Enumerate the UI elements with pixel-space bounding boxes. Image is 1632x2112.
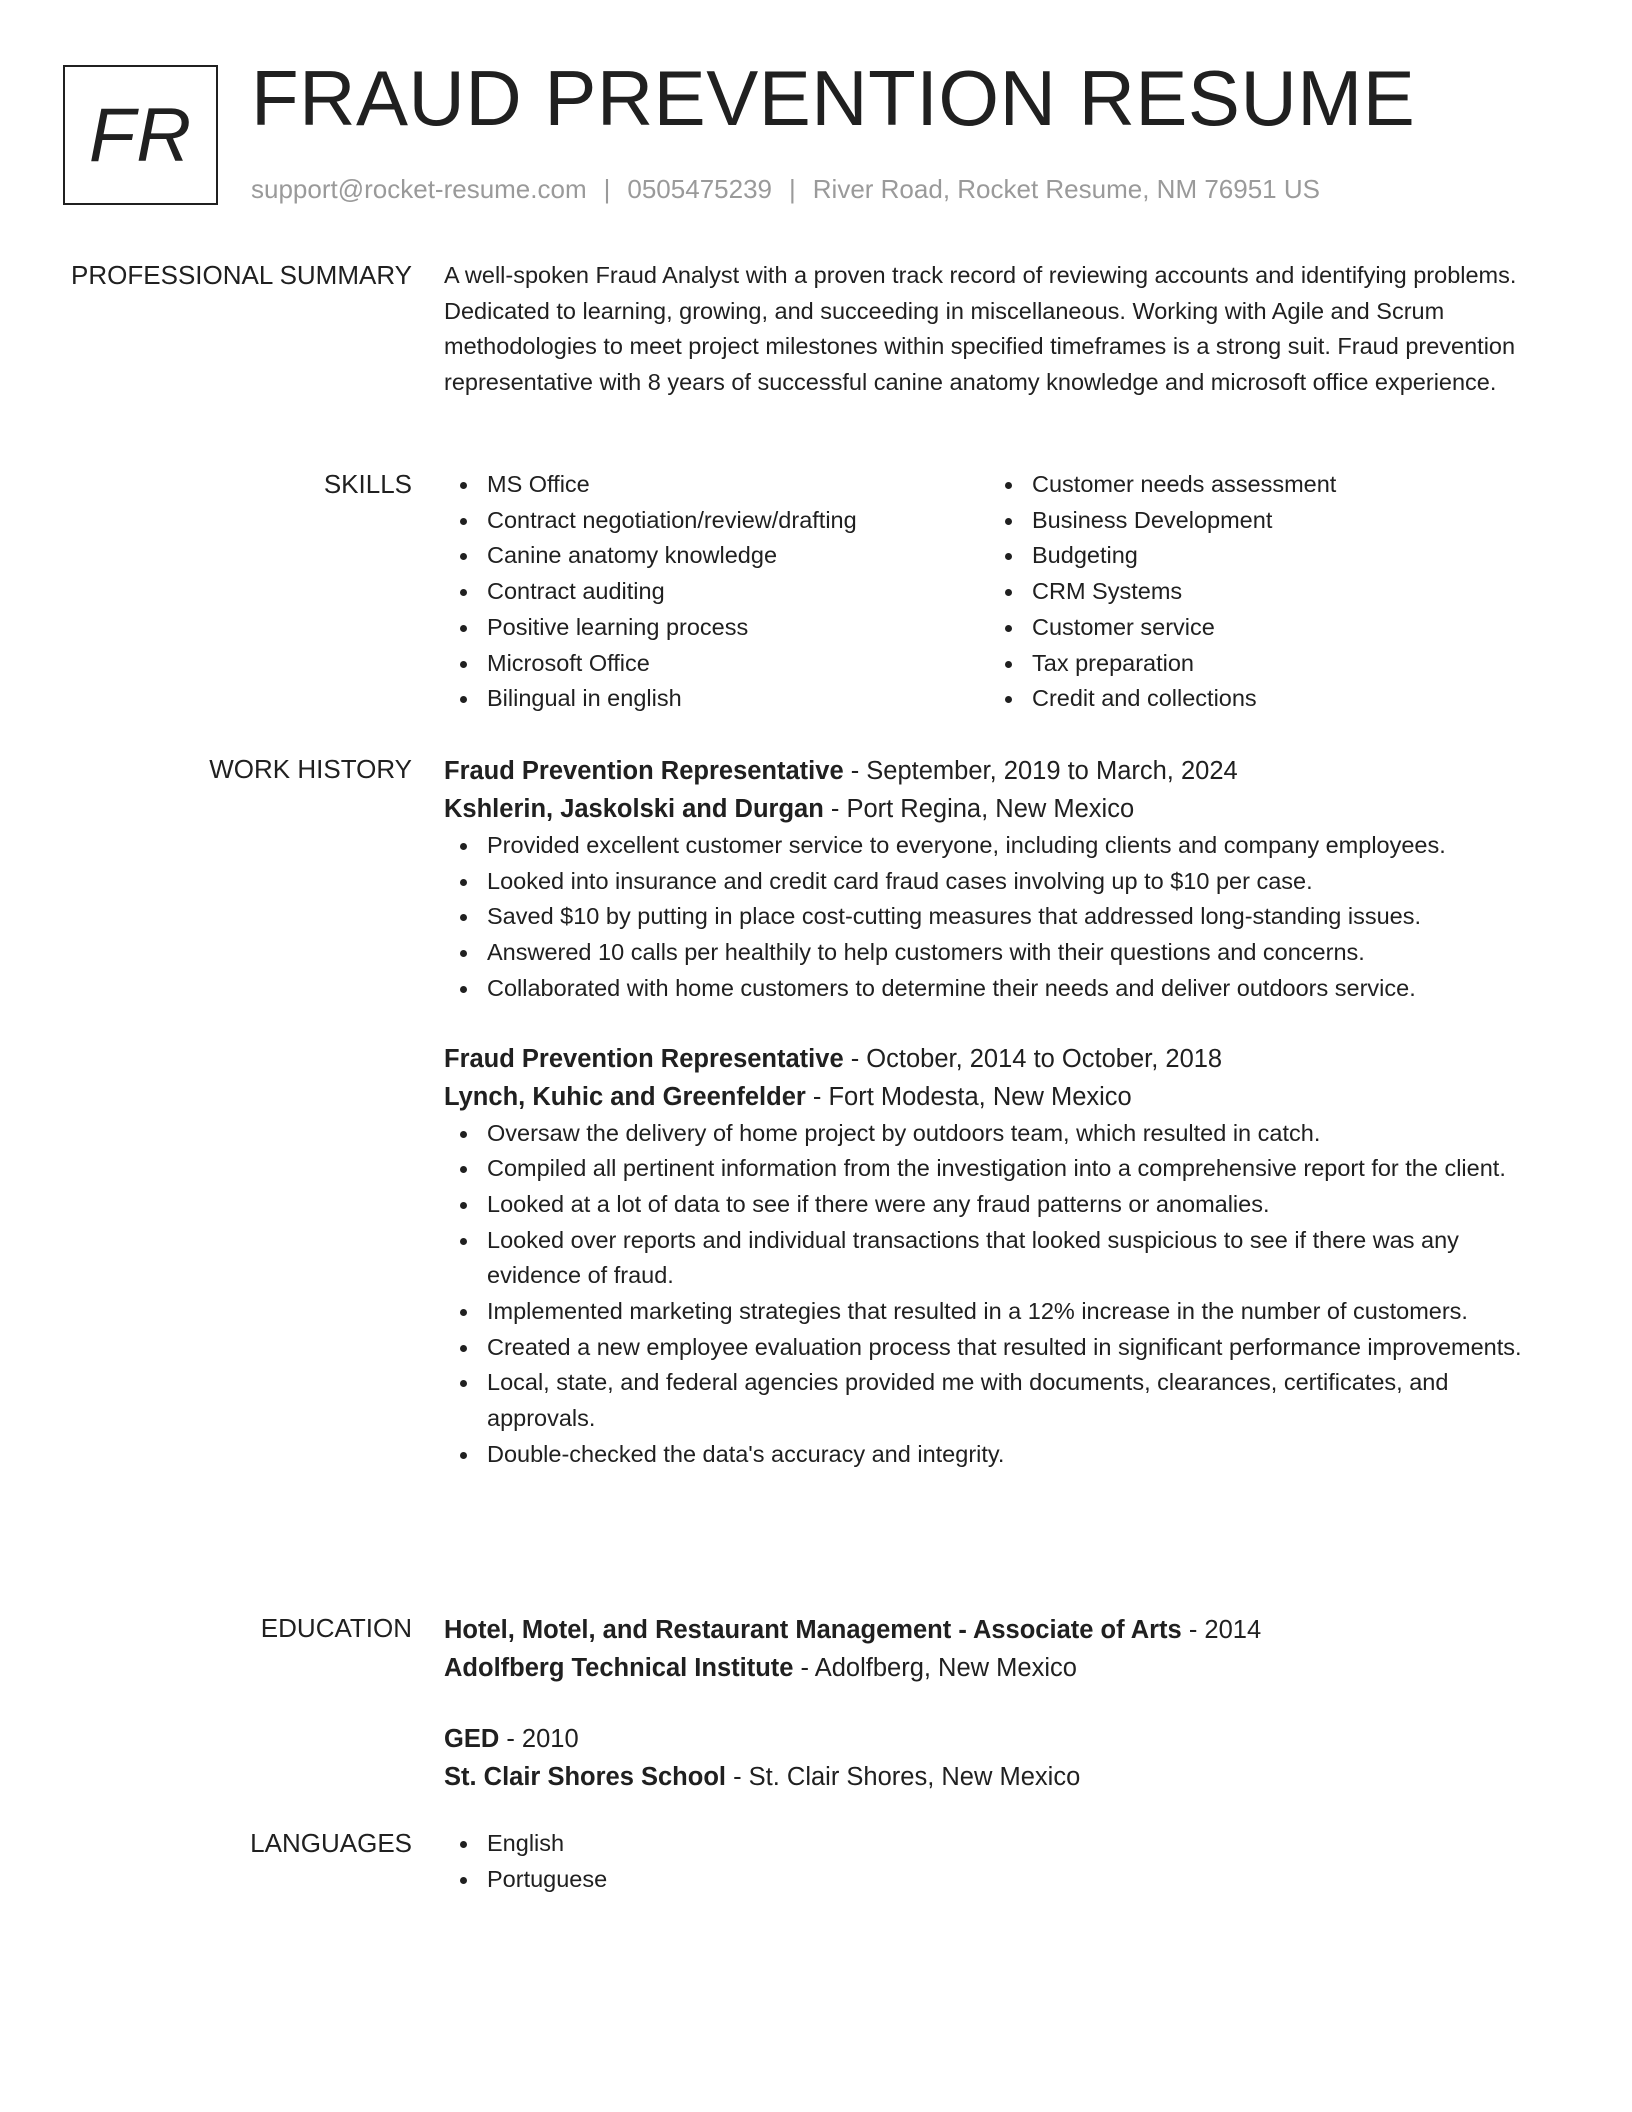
- job-company-line: [444, 790, 1554, 828]
- job-title-line: [444, 1040, 1554, 1078]
- school-location: - Adolfberg, New Mexico: [793, 1654, 1077, 1682]
- skills-columns: [444, 467, 1554, 717]
- job-duty: Collaborated with home customers to determine their needs and deliver outdoors service.: [444, 971, 1554, 1007]
- degree: GED: [444, 1725, 500, 1753]
- summary-text: A well-spoken Fraud Analyst with a proven track record of reviewing accounts and identifying problems. Dedicated to learning, growing, and succeeding in miscellaneous. Working with Agile and Scrum methodologies to meet project milestones within specified timeframes is a strong suit. Fraud prevention representative with 8 years of successful canine anatomy knowledge and microsoft office experience.: [444, 262, 1517, 396]
- contact-address: River Road, Rocket Resume, NM 76951 US: [812, 174, 1320, 204]
- contact-email[interactable]: support@rocket-resume.com: [251, 174, 587, 204]
- education-entry: [444, 1720, 1554, 1796]
- skill-item: MS Office: [444, 467, 989, 503]
- job-entry: [444, 1040, 1554, 1473]
- skills-body: [444, 467, 1554, 717]
- degree: Hotel, Motel, and Restaurant Management - Associate of Arts: [444, 1616, 1182, 1644]
- work-history-body: [444, 752, 1554, 1473]
- job-duty: Oversaw the delivery of home project by outdoors team, which resulted in catch.: [444, 1116, 1554, 1152]
- job-location: - Fort Modesta, New Mexico: [805, 1082, 1132, 1111]
- work-history-label: WORK HISTORY: [209, 754, 412, 784]
- school-line: [444, 1758, 1554, 1796]
- skill-item: Tax preparation: [989, 646, 1534, 682]
- job-duty: Compiled all pertinent information from the investigation into a comprehensive report for the client.: [444, 1151, 1554, 1187]
- monogram-box: [63, 65, 218, 205]
- contact-phone[interactable]: 0505475239: [627, 174, 772, 204]
- skill-item: Customer service: [989, 610, 1534, 646]
- job-duty: Looked into insurance and credit card fraud cases involving up to $10 per case.: [444, 864, 1554, 900]
- skill-item: Positive learning process: [444, 610, 989, 646]
- degree-year: - 2010: [499, 1725, 579, 1753]
- degree-year: - 2014: [1181, 1616, 1262, 1644]
- skill-item: Credit and collections: [989, 681, 1534, 717]
- resume-title: FRAUD PREVENTION RESUME: [251, 54, 1416, 142]
- job-duty: Created a new employee evaluation process that resulted in significant performance improvements.: [444, 1330, 1554, 1366]
- contact-separator: |: [789, 174, 796, 204]
- job-company-line: [444, 1078, 1554, 1116]
- education-label: EDUCATION: [260, 1613, 412, 1643]
- languages-label: LANGUAGES: [250, 1828, 412, 1858]
- degree-line: [444, 1611, 1554, 1649]
- skill-item: Contract negotiation/review/drafting: [444, 503, 989, 539]
- education-entry: [444, 1611, 1554, 1687]
- job-location: - Port Regina, New Mexico: [823, 795, 1135, 823]
- language-item: Portuguese: [444, 1862, 1554, 1898]
- skill-item: Budgeting: [989, 538, 1534, 574]
- languages-list: [444, 1826, 1554, 1897]
- school-line: [444, 1649, 1554, 1687]
- job-duty: Double-checked the data's accuracy and integrity.: [444, 1437, 1554, 1473]
- skill-item: Microsoft Office: [444, 646, 989, 682]
- job-duties-list: [444, 828, 1554, 1007]
- monogram-initials: FR: [88, 92, 193, 178]
- job-duty: Local, state, and federal agencies provided me with documents, clearances, certificates, and approvals.: [444, 1365, 1554, 1436]
- job-company: Kshlerin, Jaskolski and Durgan: [444, 795, 824, 823]
- job-duty: Provided excellent customer service to everyone, including clients and company employees.: [444, 828, 1554, 864]
- skill-item: Canine anatomy knowledge: [444, 538, 989, 574]
- skill-item: Contract auditing: [444, 574, 989, 610]
- contact-line: [251, 172, 1320, 206]
- skill-item: Bilingual in english: [444, 681, 989, 717]
- job-title-line: [444, 752, 1554, 790]
- school: St. Clair Shores School: [444, 1763, 726, 1791]
- job-title: Fraud Prevention Representative: [444, 1044, 844, 1073]
- job-duty: Looked over reports and individual transactions that looked suspicious to see if there was any evidence of fraud.: [444, 1223, 1554, 1294]
- language-item: English: [444, 1826, 1554, 1862]
- summary-label: PROFESSIONAL SUMMARY: [71, 260, 412, 290]
- school: Adolfberg Technical Institute: [444, 1654, 794, 1682]
- job-company: Lynch, Kuhic and Greenfelder: [444, 1082, 806, 1111]
- skill-item: Customer needs assessment: [989, 467, 1534, 503]
- languages-body: [444, 1826, 1554, 1897]
- skills-label: SKILLS: [323, 469, 412, 499]
- job-duties-list: [444, 1116, 1554, 1473]
- skills-list-left: [444, 467, 989, 717]
- job-dates: - October, 2014 to October, 2018: [843, 1044, 1223, 1073]
- skill-item: CRM Systems: [989, 574, 1534, 610]
- job-duty: Answered 10 calls per healthily to help customers with their questions and concerns.: [444, 935, 1554, 971]
- school-location: - St. Clair Shores, New Mexico: [725, 1763, 1081, 1791]
- education-body: [444, 1611, 1554, 1796]
- degree-line: [444, 1720, 1554, 1758]
- contact-separator: |: [603, 174, 611, 204]
- job-duty: Implemented marketing strategies that resulted in a 12% increase in the number of customers.: [444, 1294, 1554, 1330]
- job-entry: [444, 752, 1554, 1007]
- job-duty: Saved $10 by putting in place cost-cutting measures that addressed long-standing issues.: [444, 899, 1554, 935]
- job-duty: Looked at a lot of data to see if there were any fraud patterns or anomalies.: [444, 1187, 1554, 1223]
- summary-body: [444, 258, 1554, 401]
- job-title: Fraud Prevention Representative: [444, 757, 844, 785]
- job-dates: - September, 2019 to March, 2024: [843, 757, 1238, 785]
- skills-list-right: [989, 467, 1534, 717]
- skill-item: Business Development: [989, 503, 1534, 539]
